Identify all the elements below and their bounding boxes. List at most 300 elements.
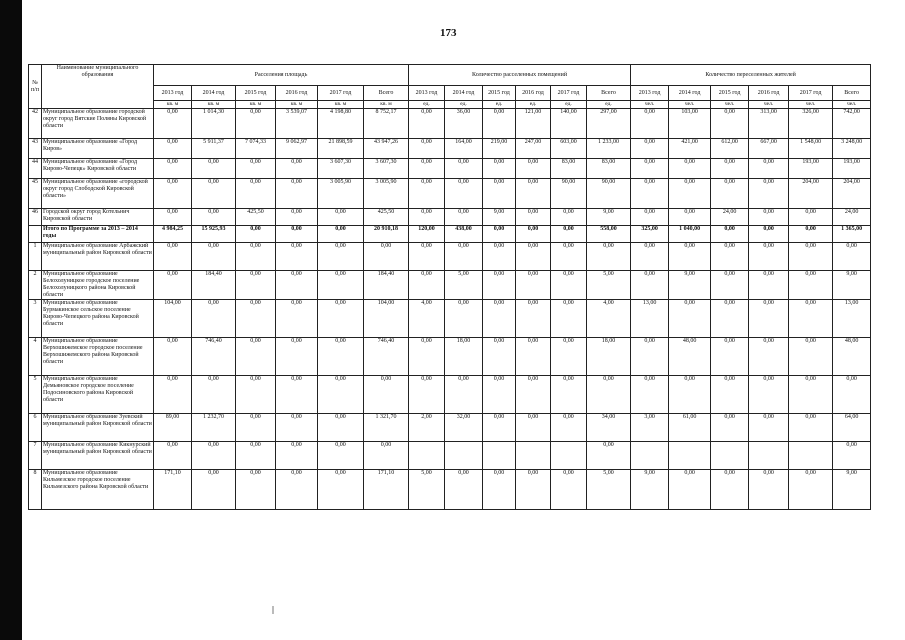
value-cell-area: 425,50 [364,209,409,226]
value-cell-area: 0,00 [192,376,236,414]
value-cell-residents: 0,00 [711,243,749,271]
value-cell-residents: 1 548,00 [789,139,833,159]
value-cell-premises: 0,00 [445,159,483,179]
value-cell-residents: 204,00 [833,179,871,209]
value-cell-premises: 0,00 [409,209,445,226]
year-header-residents: 2013 год [631,86,669,101]
value-cell-premises: 0,00 [483,226,516,243]
value-cell-residents: 204,00 [789,179,833,209]
value-cell-premises: 5,00 [409,470,445,510]
unit-header-area: кв. м [154,101,192,109]
value-cell-area: 0,00 [236,442,276,470]
value-cell-area: 0,00 [318,414,364,442]
value-cell-area: 3 607,30 [318,159,364,179]
value-cell-premises: 0,00 [409,376,445,414]
value-cell-area: 0,00 [236,300,276,338]
table-row [29,442,871,470]
value-cell-area: 0,00 [318,470,364,510]
value-cell-area: 0,00 [236,109,276,139]
value-cell-residents: 0,00 [789,414,833,442]
value-cell-area: 0,00 [318,271,364,300]
value-cell-premises: 0,00 [516,414,551,442]
value-cell-premises: 0,00 [516,470,551,510]
value-cell-residents: 0,00 [749,300,789,338]
value-cell-premises: 5,00 [587,470,631,510]
page-number: 173 [440,27,457,39]
value-cell-premises: 36,00 [445,109,483,139]
value-cell-residents: 0,00 [711,300,749,338]
value-cell-residents: 325,00 [631,226,669,243]
value-cell-premises: 5,00 [445,271,483,300]
value-cell-premises: 0,00 [587,243,631,271]
value-cell-residents: 0,00 [669,470,711,510]
value-cell-premises: 0,00 [445,470,483,510]
value-cell-residents: 0,00 [833,442,871,470]
unit-header-area: кв. м [276,101,318,109]
table-row [29,109,871,139]
value-cell-residents: 0,00 [669,209,711,226]
municipality-name: Городской округ город Котельнич Кировской области [42,209,154,226]
value-cell-premises: 9,00 [483,209,516,226]
value-cell-residents [711,442,749,470]
value-cell-area: 0,00 [236,226,276,243]
value-cell-area: 0,00 [154,109,192,139]
table-row [29,159,871,179]
value-cell-premises: 0,00 [409,243,445,271]
value-cell-premises: 0,00 [445,376,483,414]
value-cell-area: 0,00 [192,300,236,338]
value-cell-area: 746,40 [364,338,409,376]
value-cell-residents: 0,00 [749,470,789,510]
table-row [29,376,871,414]
header-premises-group: Количество расселенных помещений [409,65,631,86]
row-number: 3 [29,300,42,338]
value-cell-premises: 0,00 [483,338,516,376]
row-number: 4 [29,338,42,376]
value-cell-premises: 0,00 [516,338,551,376]
value-cell-residents: 61,00 [669,414,711,442]
municipality-name: Муниципальное образование Зуевский муниципальный район Кировской области [42,414,154,442]
value-cell-residents: 0,00 [749,271,789,300]
value-cell-residents: 0,00 [711,470,749,510]
value-cell-residents: 0,00 [749,376,789,414]
value-cell-area: 0,00 [276,209,318,226]
value-cell-residents: 0,00 [711,179,749,209]
value-cell-residents: 0,00 [631,376,669,414]
year-header-residents: Всего [833,86,871,101]
year-header-residents: 2014 год [669,86,711,101]
unit-header-premises: ед. [483,101,516,109]
value-cell-area: 184,40 [364,271,409,300]
value-cell-residents: 24,00 [711,209,749,226]
value-cell-premises: 0,00 [409,159,445,179]
value-cell-residents: 0,00 [631,139,669,159]
value-cell-residents: 0,00 [749,209,789,226]
value-cell-premises: 0,00 [551,414,587,442]
value-cell-premises: 9,00 [587,209,631,226]
value-cell-residents: 326,00 [789,109,833,139]
value-cell-residents: 193,00 [833,159,871,179]
value-cell-premises: 18,00 [445,338,483,376]
year-header-residents: 2015 год [711,86,749,101]
value-cell-premises: 83,00 [551,159,587,179]
value-cell-residents: 9,00 [833,271,871,300]
value-cell-residents: 0,00 [749,159,789,179]
value-cell-area: 0,00 [154,338,192,376]
total-row [29,226,871,243]
municipality-name: Муниципальное образование Белохолуницкое городское поселение Белохолуницкого района Кировской области [42,271,154,300]
row-number: 44 [29,159,42,179]
year-header-area: 2015 год [236,86,276,101]
value-cell-residents: 0,00 [631,159,669,179]
table-row [29,470,871,510]
value-cell-residents: 0,00 [789,209,833,226]
value-cell-premises: 83,00 [587,159,631,179]
value-cell-residents: 0,00 [749,338,789,376]
header-num: № п/п [29,65,42,109]
unit-header-area: кв. м [318,101,364,109]
table-row [29,271,871,300]
value-cell-premises: 120,00 [409,226,445,243]
unit-header-area: кв. м [192,101,236,109]
year-header-premises: 2016 год [516,86,551,101]
value-cell-residents [631,442,669,470]
value-cell-area: 20 910,18 [364,226,409,243]
value-cell-premises: 0,00 [516,243,551,271]
table-body [29,109,871,510]
scan-artifact [272,606,274,614]
municipality-name: Итого по Программе за 2013 – 2014 годы [42,226,154,243]
table-row [29,338,871,376]
year-header-premises: 2014 год [445,86,483,101]
value-cell-residents: 0,00 [833,376,871,414]
value-cell-residents: 0,00 [711,338,749,376]
value-cell-residents: 3 248,00 [833,139,871,159]
value-cell-premises: 90,00 [551,179,587,209]
year-header-area: 2017 год [318,86,364,101]
unit-header-residents: чел. [711,101,749,109]
year-header-residents: 2017 год [789,86,833,101]
value-cell-premises: 0,00 [483,243,516,271]
value-cell-premises: 0,00 [587,442,631,470]
year-header-area: Всего [364,86,409,101]
value-cell-area: 0,00 [236,243,276,271]
unit-header-premises: ед. [551,101,587,109]
value-cell-premises: 0,00 [551,226,587,243]
value-cell-area: 0,00 [192,159,236,179]
value-cell-residents: 13,00 [631,300,669,338]
value-cell-premises: 140,00 [551,109,587,139]
value-cell-area: 0,00 [154,139,192,159]
municipality-name: Муниципальное образование «Город Кирово-Чепецк» Кировской области [42,159,154,179]
value-cell-residents: 0,00 [789,243,833,271]
row-number: 5 [29,376,42,414]
value-cell-residents: 103,00 [669,109,711,139]
value-cell-premises: 558,00 [587,226,631,243]
value-cell-area: 1 321,70 [364,414,409,442]
value-cell-premises: 1 233,00 [587,139,631,159]
value-cell-premises [409,442,445,470]
value-cell-area: 3 607,30 [364,159,409,179]
table-row [29,209,871,226]
value-cell-premises: 0,00 [483,300,516,338]
value-cell-premises: 0,00 [551,209,587,226]
value-cell-premises: 0,00 [516,209,551,226]
value-cell-premises: 0,00 [551,338,587,376]
value-cell-premises: 219,00 [483,139,516,159]
value-cell-area: 0,00 [276,159,318,179]
value-cell-residents [789,442,833,470]
value-cell-area: 746,40 [192,338,236,376]
value-cell-premises: 34,00 [587,414,631,442]
value-cell-area: 171,10 [364,470,409,510]
value-cell-residents: 9,00 [669,271,711,300]
value-cell-area: 8 752,17 [364,109,409,139]
value-cell-residents [749,442,789,470]
value-cell-residents: 0,00 [749,414,789,442]
value-cell-area: 0,00 [276,470,318,510]
value-cell-premises: 32,00 [445,414,483,442]
row-number: 7 [29,442,42,470]
value-cell-area: 0,00 [276,338,318,376]
value-cell-area: 0,00 [276,376,318,414]
value-cell-area: 0,00 [364,243,409,271]
value-cell-premises: 0,00 [551,300,587,338]
unit-header-area: кв. м [236,101,276,109]
value-cell-area: 0,00 [192,243,236,271]
table-row [29,414,871,442]
value-cell-residents: 612,00 [711,139,749,159]
value-cell-premises: 0,00 [445,179,483,209]
unit-header-premises: ед. [516,101,551,109]
value-cell-area: 184,40 [192,271,236,300]
value-cell-residents: 193,00 [789,159,833,179]
value-cell-premises: 247,00 [516,139,551,159]
value-cell-area: 0,00 [318,300,364,338]
value-cell-residents: 313,00 [749,109,789,139]
value-cell-premises: 438,00 [445,226,483,243]
value-cell-area: 0,00 [236,470,276,510]
municipality-name: Муниципальное образование Кильмезское городское поселение Кильмезского района Кировской области [42,470,154,510]
value-cell-premises: 18,00 [587,338,631,376]
municipality-name: Муниципальное образование городской округ город Вятские Поляны Кировской области [42,109,154,139]
value-cell-premises: 90,00 [587,179,631,209]
row-number: 8 [29,470,42,510]
value-cell-area: 9 062,97 [276,139,318,159]
value-cell-residents: 0,00 [711,159,749,179]
value-cell-residents: 0,00 [669,376,711,414]
value-cell-premises: 0,00 [483,376,516,414]
value-cell-residents: 0,00 [669,159,711,179]
header-name: Наименование муниципального образования [42,65,154,109]
row-number: 43 [29,139,42,159]
year-header-residents: 2016 год [749,86,789,101]
value-cell-area: 0,00 [154,179,192,209]
table-row [29,243,871,271]
value-cell-premises: 0,00 [516,179,551,209]
value-cell-residents: 0,00 [789,376,833,414]
value-cell-premises: 0,00 [409,271,445,300]
value-cell-area: 89,00 [154,414,192,442]
value-cell-area: 104,00 [364,300,409,338]
value-cell-premises: 0,00 [516,271,551,300]
value-cell-area: 0,00 [276,226,318,243]
year-header-row [29,86,871,101]
value-cell-area: 0,00 [318,243,364,271]
value-cell-premises: 297,00 [587,109,631,139]
unit-header-residents: чел. [669,101,711,109]
value-cell-area: 0,00 [192,470,236,510]
value-cell-premises [551,442,587,470]
housing-relocation-table [28,64,870,510]
value-cell-premises: 0,00 [516,376,551,414]
year-header-area: 2016 год [276,86,318,101]
value-cell-premises [445,442,483,470]
value-cell-residents: 13,00 [833,300,871,338]
municipality-name: Муниципальное образование Верхошижемское городское поселение Верхошижемского района Кировской области [42,338,154,376]
value-cell-residents: 0,00 [711,414,749,442]
municipality-name: Муниципальное образование Демьяновское городское поселение Подосиновского района Кировской области [42,376,154,414]
unit-header-premises: ед. [409,101,445,109]
value-cell-residents: 0,00 [631,179,669,209]
unit-header-premises: ед. [587,101,631,109]
value-cell-premises: 0,00 [587,376,631,414]
value-cell-area: 0,00 [154,271,192,300]
header-residents-group: Количество переселенных жителей [631,65,871,86]
value-cell-residents: 0,00 [789,226,833,243]
value-cell-area: 0,00 [192,209,236,226]
value-cell-area: 0,00 [318,376,364,414]
value-cell-residents: 0,00 [669,179,711,209]
data-table [28,64,871,510]
value-cell-area: 15 925,93 [192,226,236,243]
value-cell-area: 0,00 [154,376,192,414]
value-cell-residents: 0,00 [749,179,789,209]
value-cell-premises: 0,00 [409,338,445,376]
value-cell-area: 43 947,26 [364,139,409,159]
value-cell-premises: 0,00 [516,300,551,338]
municipality-name: Муниципальное образование Бурмакинское сельское поселение Кирово-Чепецкого района Кировской области [42,300,154,338]
value-cell-premises: 0,00 [483,470,516,510]
value-cell-premises: 0,00 [483,271,516,300]
table-row [29,179,871,209]
municipality-name: Муниципальное образование Кикнурский муниципальный район Кировской области [42,442,154,470]
value-cell-residents: 0,00 [749,243,789,271]
value-cell-area: 0,00 [318,209,364,226]
municipality-name: Муниципальное образование Арбажский муниципальный район Кировской области [42,243,154,271]
value-cell-premises: 0,00 [445,300,483,338]
value-cell-area: 425,50 [236,209,276,226]
value-cell-premises: 4,00 [409,300,445,338]
value-cell-premises [483,442,516,470]
value-cell-area: 4 984,25 [154,226,192,243]
value-cell-area: 0,00 [236,179,276,209]
value-cell-area: 0,00 [318,442,364,470]
value-cell-area: 0,00 [364,376,409,414]
value-cell-residents: 64,00 [833,414,871,442]
value-cell-residents: 0,00 [749,226,789,243]
row-number: 1 [29,243,42,271]
value-cell-area: 0,00 [276,300,318,338]
value-cell-area: 0,00 [276,179,318,209]
value-cell-residents: 48,00 [833,338,871,376]
value-cell-premises: 0,00 [409,179,445,209]
value-cell-residents: 0,00 [631,109,669,139]
value-cell-premises: 5,00 [587,271,631,300]
value-cell-area: 1 232,70 [192,414,236,442]
value-cell-residents: 24,00 [833,209,871,226]
unit-header-premises: ед. [445,101,483,109]
value-cell-premises: 4,00 [587,300,631,338]
value-cell-area: 21 898,59 [318,139,364,159]
table-row [29,300,871,338]
value-cell-area: 3 005,90 [364,179,409,209]
value-cell-area: 0,00 [364,442,409,470]
row-number [29,226,42,243]
value-cell-residents: 0,00 [789,470,833,510]
value-cell-residents: 0,00 [711,109,749,139]
unit-header-residents: чел. [749,101,789,109]
value-cell-area: 0,00 [276,243,318,271]
value-cell-residents: 0,00 [631,338,669,376]
value-cell-residents: 667,00 [749,139,789,159]
unit-header-area: кв. м [364,101,409,109]
unit-header-residents: чел. [631,101,669,109]
value-cell-residents: 0,00 [711,226,749,243]
row-number: 42 [29,109,42,139]
value-cell-residents: 0,00 [669,243,711,271]
value-cell-area: 3 005,90 [318,179,364,209]
value-cell-area: 0,00 [236,414,276,442]
value-cell-premises: 164,00 [445,139,483,159]
value-cell-residents: 742,00 [833,109,871,139]
value-cell-area: 0,00 [154,243,192,271]
value-cell-area: 0,00 [276,271,318,300]
value-cell-premises: 0,00 [445,243,483,271]
value-cell-residents: 1 365,00 [833,226,871,243]
value-cell-premises: 0,00 [409,139,445,159]
value-cell-area: 0,00 [318,226,364,243]
year-header-area: 2014 год [192,86,236,101]
value-cell-residents: 0,00 [833,243,871,271]
value-cell-residents: 0,00 [789,271,833,300]
year-header-premises: 2013 год [409,86,445,101]
value-cell-premises: 0,00 [409,109,445,139]
value-cell-premises: 0,00 [551,470,587,510]
value-cell-residents: 48,00 [669,338,711,376]
value-cell-premises: 0,00 [445,209,483,226]
year-header-area: 2013 год [154,86,192,101]
value-cell-residents: 0,00 [669,300,711,338]
value-cell-area: 0,00 [192,442,236,470]
value-cell-residents: 0,00 [711,271,749,300]
municipality-name: Муниципальное образование «Город Киров» [42,139,154,159]
unit-header-residents: чел. [789,101,833,109]
value-cell-area: 0,00 [276,442,318,470]
value-cell-area: 3 539,07 [276,109,318,139]
value-cell-area: 0,00 [236,159,276,179]
value-cell-area: 4 198,80 [318,109,364,139]
value-cell-premises: 0,00 [483,414,516,442]
value-cell-area: 0,00 [276,414,318,442]
value-cell-area: 7 074,33 [236,139,276,159]
value-cell-area: 5 911,37 [192,139,236,159]
value-cell-residents: 9,00 [833,470,871,510]
table-row [29,139,871,159]
value-cell-area: 1 014,30 [192,109,236,139]
value-cell-premises: 0,00 [551,271,587,300]
value-cell-residents: 3,00 [631,414,669,442]
